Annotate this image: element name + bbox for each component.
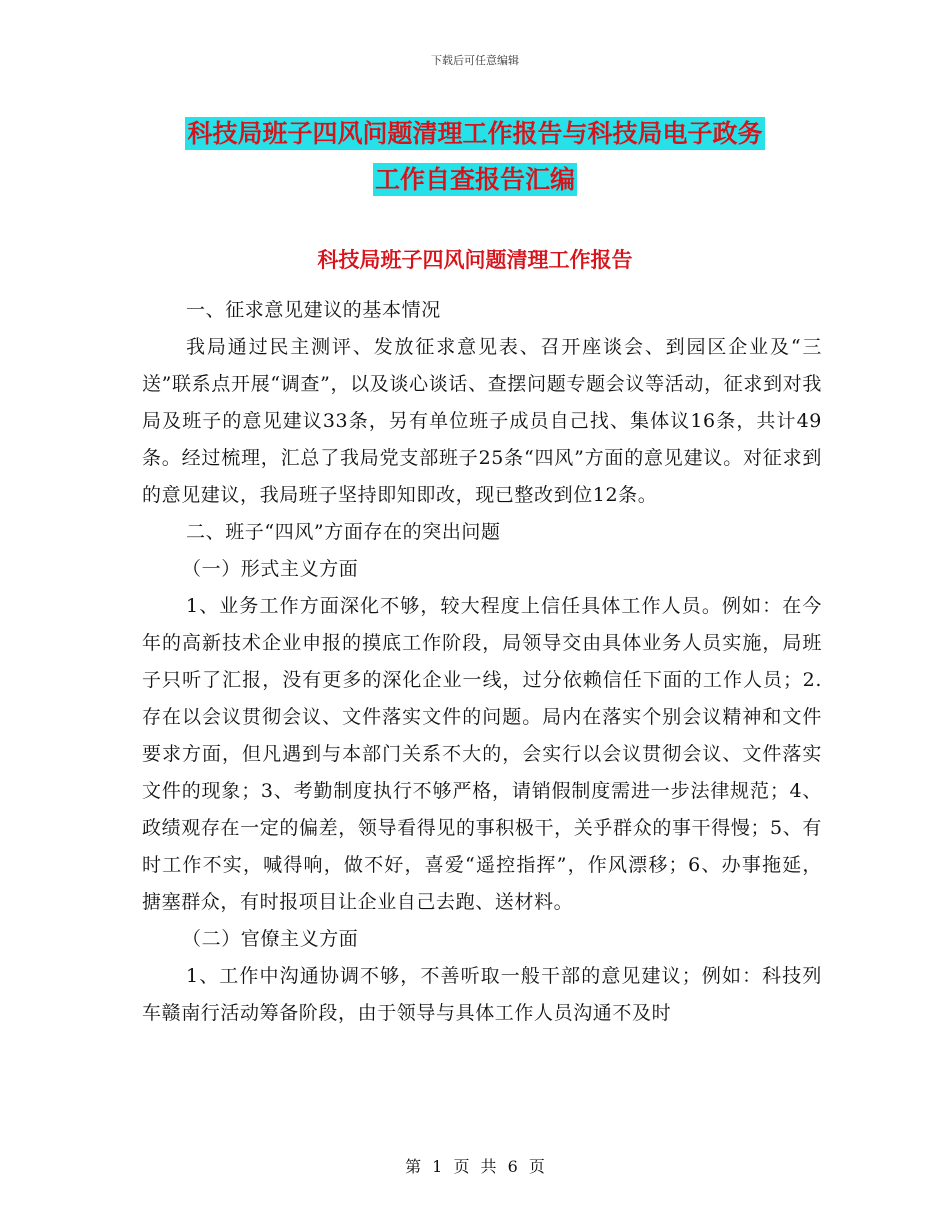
document-title-line-1: 科技局班子四风问题清理工作报告与科技局电子政务 xyxy=(187,119,763,148)
header-note: 下载后可任意编辑 xyxy=(431,54,519,67)
document-title-line-2: 工作自查报告汇编 xyxy=(374,165,575,194)
body-paragraph: 我局通过民主测评、发放征求意见表、召开座谈会、到园区企业及“三送”联系点开展“调查”，以及谈心谈话、查摆问题专题会议等活动，征求到对我局及班子的意见建议33条，另有单位班子成员自己找、集体议16条，共计49条。经过梳理，汇总了我局党支部班子25条“四风”方面的意见建议。对征求到的意见建议，我局班子坚持即知即改，现已整改到位12条。 xyxy=(142,336,822,506)
subheading-paragraph: （一）形式主义方面 xyxy=(182,558,359,580)
document-body xyxy=(142,292,822,1032)
heading-paragraph: 二、班子“四风”方面存在的突出问题 xyxy=(186,521,501,543)
section-title: 科技局班子四风问题清理工作报告 xyxy=(317,247,633,272)
body-paragraph: 1、工作中沟通协调不够，不善听取一般干部的意见建议；例如：科技列车赣南行活动筹备阶段，由于领导与具体工作人员沟通不及时 xyxy=(142,965,822,1024)
page-footer: 第 1 页 共 6 页 xyxy=(405,1157,545,1176)
document-title xyxy=(0,112,950,202)
heading-paragraph: 一、征求意见建议的基本情况 xyxy=(186,299,441,321)
body-paragraph: 1、业务工作方面深化不够，较大程度上信任具体工作人员。例如：在今年的高新技术企业申报的摸底工作阶段，局领导交由具体业务人员实施，局班子只听了汇报，没有更多的深化企业一线，过分依赖信任下面的工作人员；2.存在以会议贯彻会议、文件落实文件的问题。局内在落实个别会议精神和文件要求方面，但凡遇到与本部门关系不大的，会实行以会议贯彻会议、文件落实文件的现象；3、考勤制度执行不够严格，请销假制度需进一步法律规范；4、政绩观存在一定的偏差，领导看得见的事积极干，关乎群众的事干得慢；5、有时工作不实，喊得响，做不好，喜爱“遥控指挥”，作风漂移；6、办事拖延，搪塞群众，有时报项目让企业自己去跑、送材料。 xyxy=(142,595,822,913)
subheading-paragraph: （二）官僚主义方面 xyxy=(182,928,359,950)
